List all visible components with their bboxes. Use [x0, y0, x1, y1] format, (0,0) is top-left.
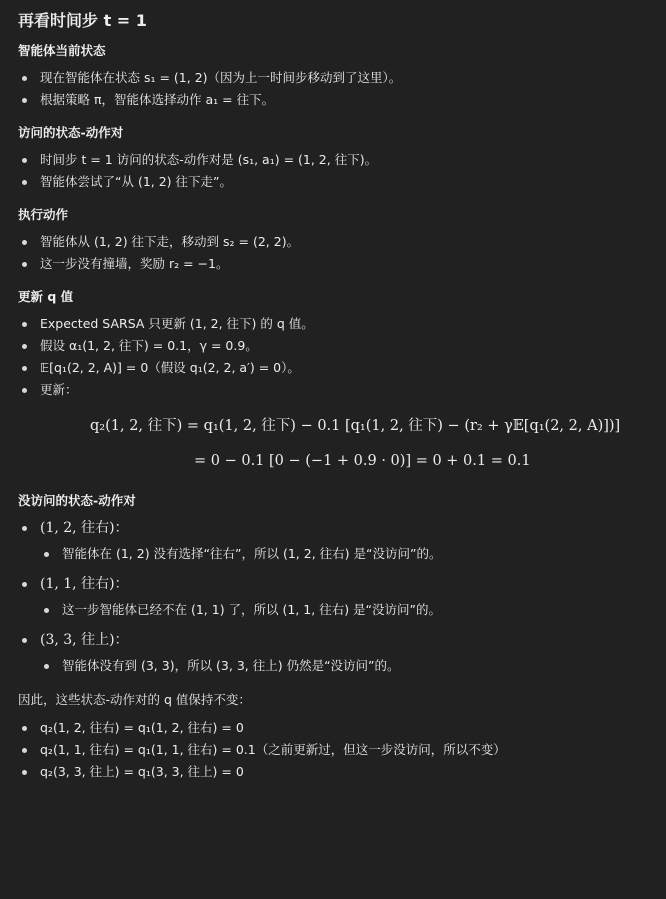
- unvisited-pair-label: (1, 1, 往右)：: [18, 573, 648, 595]
- list-item: 智能体从 (1, 2) 往下走，移动到 s₂ = (2, 2)。: [18, 231, 648, 253]
- list-item: 𝔼[q₁(2, 2, A)] = 0（假设 q₁(2, 2, a′) = 0）。: [18, 357, 648, 379]
- unvisited-pair-label: (1, 2, 往右)：: [18, 517, 648, 539]
- list-item: 时间步 t = 1 访问的状态-动作对是 (s₁, a₁) = (1, 2, 往下)。: [18, 149, 648, 171]
- heading-visited-pair: 访问的状态-动作对: [18, 125, 124, 140]
- heading-update: 更新 q 值: [18, 289, 74, 304]
- unvisited-detail-list: [18, 599, 648, 621]
- list-item: q₂(1, 1, 往右) = q₁(1, 1, 往右) = 0.1（之前更新过，但这一步没访问，所以不变）: [18, 739, 648, 761]
- unvisited-list: [18, 517, 648, 677]
- update-list: [18, 313, 648, 401]
- list-item: 假设 α₁(1, 2, 往下) = 0.1，γ = 0.9。: [18, 335, 648, 357]
- list-item: 智能体尝试了“从 (1, 2) 往下走”。: [18, 171, 648, 193]
- list-item: 智能体没有到 (3, 3)，所以 (3, 3, 往上) 仍然是“没访问”的。: [18, 655, 648, 677]
- list-item: 智能体在 (1, 2) 没有选择“往右”，所以 (1, 2, 往右) 是“没访问”的。: [18, 543, 648, 565]
- unvisited-pair-label: (3, 3, 往上)：: [18, 629, 648, 651]
- heading-unvisited: 没访问的状态-动作对: [18, 493, 136, 508]
- list-item: 根据策略 π，智能体选择动作 a₁ = 往下。: [18, 89, 648, 111]
- list-item: q₂(3, 3, 往上) = q₁(3, 3, 往上) = 0: [18, 761, 648, 783]
- page-title: 再看时间步 t = 1: [18, 11, 147, 30]
- current-state-list: [18, 67, 648, 111]
- list-item: 更新：: [18, 379, 648, 401]
- update-equation: [18, 409, 648, 479]
- list-item: 现在智能体在状态 s₁ = (1, 2)（因为上一时间步移动到了这里）。: [18, 67, 648, 89]
- visited-pair-list: [18, 149, 648, 193]
- heading-current-state: 智能体当前状态: [18, 43, 106, 58]
- list-item: q₂(1, 2, 往右) = q₁(1, 2, 往右) = 0: [18, 717, 648, 739]
- conclusion-list: [18, 717, 648, 783]
- equation-line-1: q₂(1, 2, 往下) = q₁(1, 2, 往下) − 0.1 [q₁(1, 2, 往下) − (r₂ + γ𝔼[q₁(2, 2, A)])]: [90, 418, 621, 434]
- list-item: 这一步智能体已经不在 (1, 1) 了，所以 (1, 1, 往右) 是“没访问”的。: [18, 599, 648, 621]
- list-item: 这一步没有撞墙，奖励 r₂ = −1。: [18, 253, 648, 275]
- execute-list: [18, 231, 648, 275]
- list-item: Expected SARSA 只更新 (1, 2, 往下) 的 q 值。: [18, 313, 648, 335]
- heading-execute: 执行动作: [18, 207, 69, 222]
- unvisited-detail-list: [18, 655, 648, 677]
- conclusion-text: 因此，这些状态-动作对的 q 值保持不变：: [18, 692, 251, 707]
- unvisited-detail-list: [18, 543, 648, 565]
- equation-line-2: = 0 − 0.1 [0 − (−1 + 0.9 · 0)] = 0 + 0.1 = 0.1: [194, 453, 531, 469]
